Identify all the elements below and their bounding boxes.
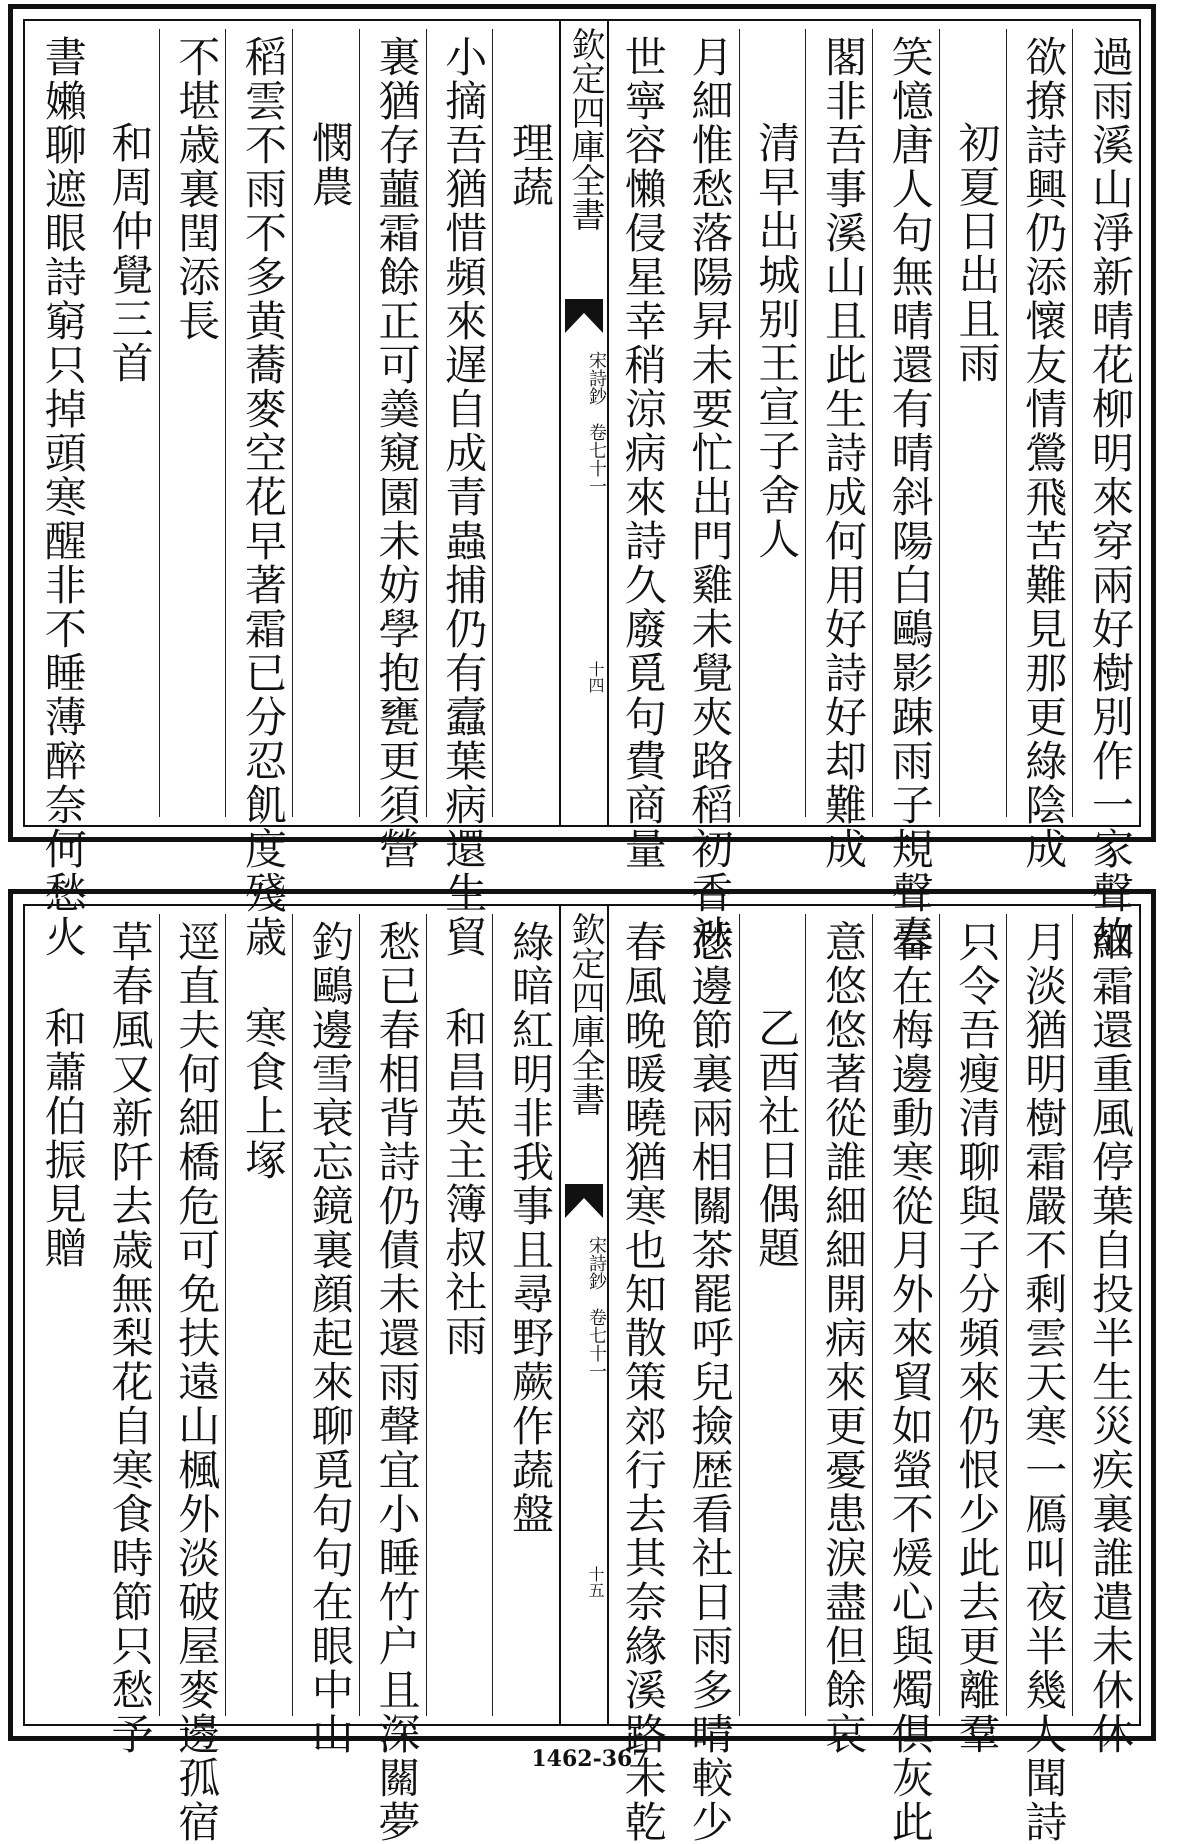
page-footer-number: 1462-367	[531, 1746, 648, 1772]
text-column	[1006, 914, 1074, 1844]
leaf-number: 十四	[586, 661, 605, 693]
top-page	[8, 4, 1156, 959]
column-text: 笑憶唐人句無晴還有晴斜陽白鷗影踈雨子規聲臺	[885, 35, 935, 959]
column-text: 春在梅邊動寒從月外來貿如螢不煖心與燭俱灰此	[885, 920, 935, 1844]
text-column	[1006, 29, 1074, 871]
column-text: 愁邊節裏兩相關茶罷呼兒撿歴看社日雨多晴較少	[685, 920, 735, 1844]
text-column	[292, 914, 360, 1756]
column-text: 釣鷗邊雪衰忘鏡裏顔起來聊覓句句在眼中山	[305, 920, 355, 1756]
column-text: 小摘吾猶惜頻來遅自成青蟲捕仍有蠧葉病還生貿	[439, 35, 489, 959]
collection-title: 欽定四庫全書	[565, 27, 605, 231]
text-column	[672, 29, 740, 959]
text-column	[805, 29, 873, 871]
column-text: 和昌英主簿叔社雨	[439, 1006, 489, 1358]
column-text: 月淡猶明樹霜嚴不剩雲天寒一鴈叫夜半幾人聞詩	[1019, 920, 1069, 1844]
column-text: 草春風又新阡去歳無梨花自寒食時節只愁予	[105, 920, 155, 1756]
column-text: 春風晚暖曉猶寒也知散策郊行去其奈緣溪路未乾	[618, 920, 668, 1844]
column-text: 初夏日出且雨	[952, 121, 1002, 385]
fish-tail-mark-icon	[565, 299, 603, 333]
text-column	[25, 29, 92, 959]
text-column	[25, 914, 92, 1716]
column-text: 過雨溪山淨新晴花柳明來穿兩好樹別作一家聲故	[1086, 35, 1135, 959]
text-column	[426, 29, 494, 959]
fish-tail-mark-icon	[565, 1184, 603, 1218]
text-column	[492, 914, 560, 1716]
collection-title: 欽定四庫全書	[565, 912, 605, 1116]
book-title: 宋詩鈔 卷七十一	[586, 351, 607, 495]
text-column	[739, 914, 807, 1716]
text-column	[92, 29, 160, 817]
leaf-number: 十五	[586, 1566, 605, 1598]
text-column	[739, 29, 807, 817]
column-text: 理蔬	[506, 121, 555, 209]
text-column	[605, 29, 672, 871]
center-fold-strip	[559, 906, 609, 1724]
column-text: 月細惟愁落陽昇未要忙出門雞未覺夾路稻初香涉	[685, 35, 735, 959]
column-text: 稻雲不雨不多黄蕎麥空花早著霜已分忍飢度殘歳	[239, 35, 288, 959]
text-column	[872, 29, 940, 959]
text-column	[672, 914, 740, 1844]
column-text: 書嬾聊遮眼詩窮只掉頭寒醒非不睡薄醉奈何愁火	[38, 35, 88, 959]
text-column	[872, 914, 940, 1844]
text-column	[426, 914, 494, 1716]
column-text: 逕直夫何細橋危可免扶遠山楓外淡破屋麥邊孤宿	[172, 920, 222, 1844]
column-text: 欲撩詩興仍添懷友情鶯飛苦難見那更綠陰成	[1019, 35, 1069, 871]
column-text: 綠暗紅明非我事且尋野蕨作蔬盤	[506, 920, 555, 1536]
text-column	[805, 914, 873, 1756]
column-text: 只令吾瘦清聊與子分頻來仍恨少此去更離羣	[952, 920, 1002, 1756]
top-page-frame	[23, 19, 1141, 959]
text-column	[292, 29, 360, 817]
column-text: 憫農	[305, 121, 355, 209]
text-column	[359, 29, 427, 871]
column-text: 乙酉社日偶題	[752, 1006, 802, 1270]
text-column	[492, 29, 560, 817]
text-column	[1072, 914, 1140, 1756]
book-title: 宋詩鈔 卷七十一	[586, 1236, 607, 1380]
text-column	[225, 29, 293, 959]
column-text: 閣非吾事溪山且此生詩成何用好詩好却難成	[819, 35, 868, 871]
column-text: 寒食上塚	[239, 1006, 288, 1182]
column-text: 清早出城别王宣子舍人	[752, 121, 802, 561]
text-column	[359, 914, 427, 1844]
column-text: 細霜還重風停葉自投半生災疾裏誰遣未休休	[1086, 920, 1135, 1756]
text-column	[159, 29, 227, 817]
text-column	[605, 914, 672, 1844]
text-column	[92, 914, 160, 1756]
text-column	[939, 914, 1007, 1756]
text-column	[1072, 29, 1140, 959]
text-column	[939, 29, 1007, 817]
column-text: 愁已春相背詩仍債未還雨聲宜小睡竹户且深關夢	[372, 920, 422, 1844]
text-column	[225, 914, 293, 1716]
center-fold-strip	[559, 21, 609, 825]
column-text: 不堪歳裏閏添長	[172, 35, 222, 343]
column-text: 和周仲覺三首	[105, 121, 155, 385]
text-column	[159, 914, 227, 1844]
column-text: 和蕭伯振見贈	[38, 1006, 88, 1270]
column-text: 裏猶存蘁霜餘正可羮窺園未妨學抱甕更須營	[372, 35, 422, 871]
column-text: 意悠悠著從誰細細開病來更憂患淚盡但餘哀	[819, 920, 868, 1756]
column-text: 世寧容懶侵星幸稍涼病來詩久廢覓句費商量	[618, 35, 668, 871]
